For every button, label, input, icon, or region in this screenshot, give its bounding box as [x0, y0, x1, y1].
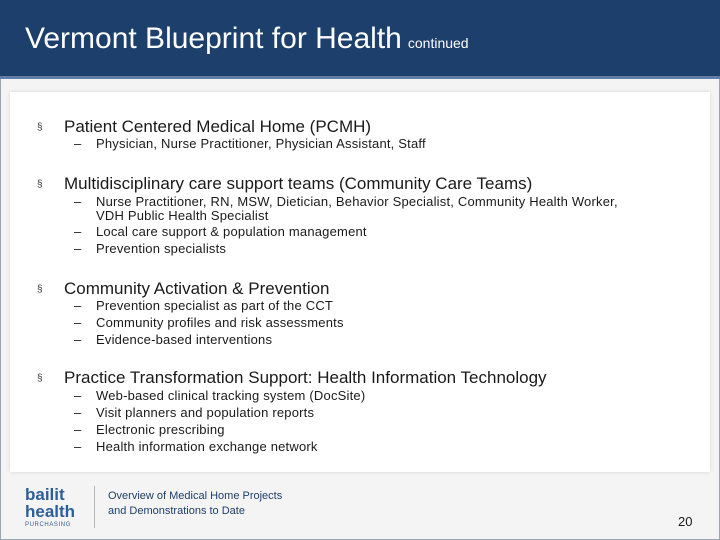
footer-caption-line-1: Overview of Medical Home Projects [108, 490, 283, 502]
title-subtitle: continued [407, 35, 469, 51]
dash-marker: – [74, 332, 82, 347]
dash-marker: – [74, 136, 82, 151]
sub-bullet-text: Physician, Nurse Practitioner, Physician Assistant, Staff [96, 136, 426, 151]
dash-marker: – [74, 298, 82, 313]
footer-caption-line-2: and Demonstrations to Date [108, 505, 245, 517]
sub-bullet-text: Nurse Practitioner, RN, MSW, Dietician, Behavior Specialist, Community Health Worker, VDH Public Health Specialist [96, 194, 618, 223]
bullet-label: Practice Transformation Support: Health Information Technology [64, 368, 547, 387]
sub-bullet-text: Health information exchange network [96, 439, 318, 454]
sub-bullet-text: Prevention specialist as part of the CCT [96, 298, 334, 313]
title-main: Vermont Blueprint for Health [25, 22, 402, 55]
bullet-marker: § [37, 122, 43, 133]
footer-divider [94, 486, 95, 528]
logo-line-1: bailit [25, 485, 65, 504]
bullet-marker: § [37, 179, 43, 190]
title-bar [0, 0, 720, 79]
dash-marker: – [74, 194, 82, 209]
sub-bullet-text: Web-based clinical tracking system (DocSite) [96, 388, 366, 403]
page-number: 20 [678, 514, 693, 529]
bullet-marker: § [37, 284, 43, 295]
dash-marker: – [74, 405, 82, 420]
dash-marker: – [74, 439, 82, 454]
sub-bullet-text: Prevention specialists [96, 241, 227, 256]
sub-bullet-text: Local care support & population management [96, 224, 367, 239]
bullet-marker: § [37, 373, 43, 384]
bullet-label: Community Activation & Prevention [64, 279, 330, 298]
bailit-health-logo [24, 484, 84, 530]
bullet-label: Multidisciplinary care support teams (Community Care Teams) [64, 174, 533, 193]
slide-title [25, 22, 469, 56]
dash-marker: – [74, 241, 82, 256]
dash-marker: – [74, 224, 82, 239]
dash-marker: – [74, 422, 82, 437]
footer-caption [108, 489, 348, 519]
sub-bullet-text: Visit planners and population reports [96, 405, 315, 420]
bullet-label: Patient Centered Medical Home (PCMH) [64, 117, 372, 136]
logo-line-2: health [25, 502, 76, 521]
sub-bullet-text: Electronic prescribing [96, 422, 225, 437]
dash-marker: – [74, 315, 82, 330]
sub-bullet-text: Community profiles and risk assessments [96, 315, 344, 330]
logo-line-3: PURCHASING [25, 522, 72, 528]
dash-marker: – [74, 388, 82, 403]
sub-bullet-text: Evidence-based interventions [96, 332, 273, 347]
